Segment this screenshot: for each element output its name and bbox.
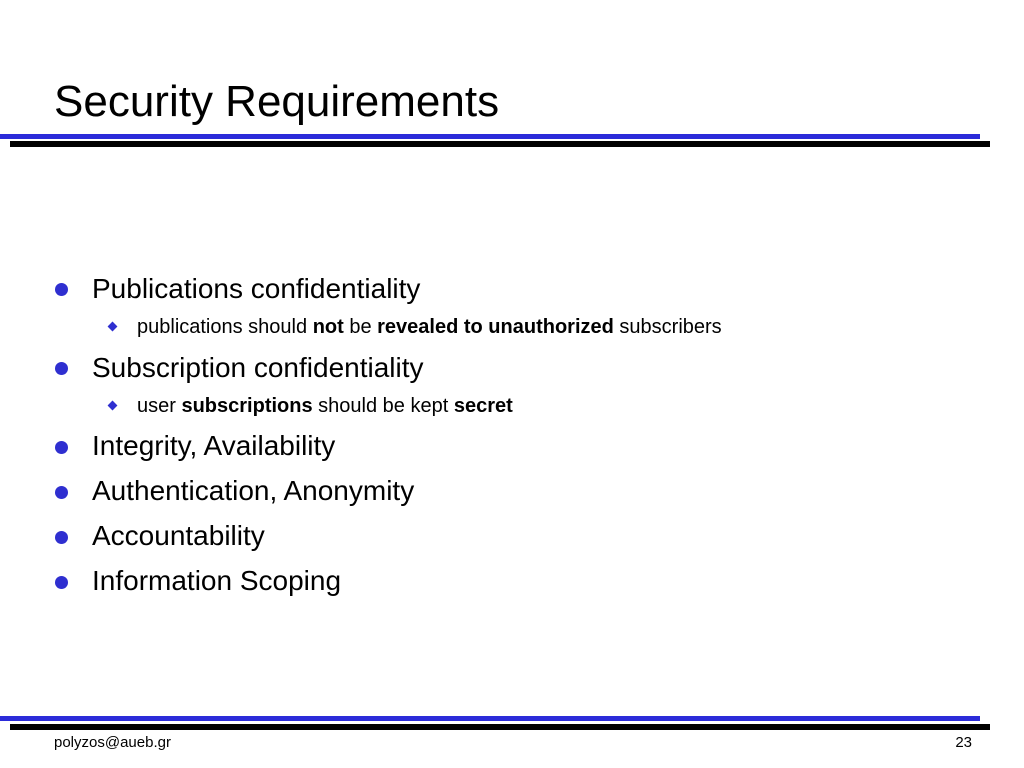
- sub-bullet-text: publications should: [137, 316, 313, 338]
- circle-bullet-icon: [55, 362, 68, 375]
- bullet-item: Subscription confidentiality: [92, 352, 424, 383]
- slide-title: Security Requirements: [54, 77, 500, 126]
- sub-bullet-emphasis: revealed to unauthorized: [377, 316, 614, 338]
- sub-bullet-text: should be kept: [312, 395, 454, 417]
- sub-bullet-emphasis: not: [312, 316, 344, 338]
- diamond-bullet-icon: [108, 322, 118, 332]
- circle-bullet-icon: [55, 441, 68, 454]
- sub-bullet-item: [137, 394, 513, 418]
- circle-bullet-icon: [55, 531, 68, 544]
- title-rule-black: [10, 141, 990, 147]
- sub-bullet-emphasis: subscriptions: [181, 395, 313, 417]
- circle-bullet-icon: [55, 283, 68, 296]
- circle-bullet-icon: [55, 486, 68, 499]
- bullet-item: Information Scoping: [92, 565, 342, 596]
- bullet-item: Publications confidentiality: [92, 273, 421, 304]
- bullet-item: Accountability: [92, 520, 265, 551]
- diamond-bullet-icon: [108, 401, 118, 411]
- sub-bullet-emphasis: secret: [453, 395, 513, 417]
- page-number: 23: [955, 734, 972, 751]
- footer-rule-blue: [0, 716, 980, 721]
- sub-bullet-text: subscribers: [613, 316, 722, 338]
- bullet-item: Authentication, Anonymity: [92, 475, 415, 506]
- sub-bullet-item: [137, 315, 722, 339]
- title-rule-blue: [0, 134, 980, 139]
- bullet-item: Integrity, Availability: [92, 430, 336, 461]
- sub-bullet-text: user: [137, 395, 182, 417]
- footer-rule-black: [10, 724, 990, 730]
- circle-bullet-icon: [55, 576, 68, 589]
- sub-bullet-text: be: [343, 316, 378, 338]
- footer-email: polyzos@aueb.gr: [54, 734, 171, 751]
